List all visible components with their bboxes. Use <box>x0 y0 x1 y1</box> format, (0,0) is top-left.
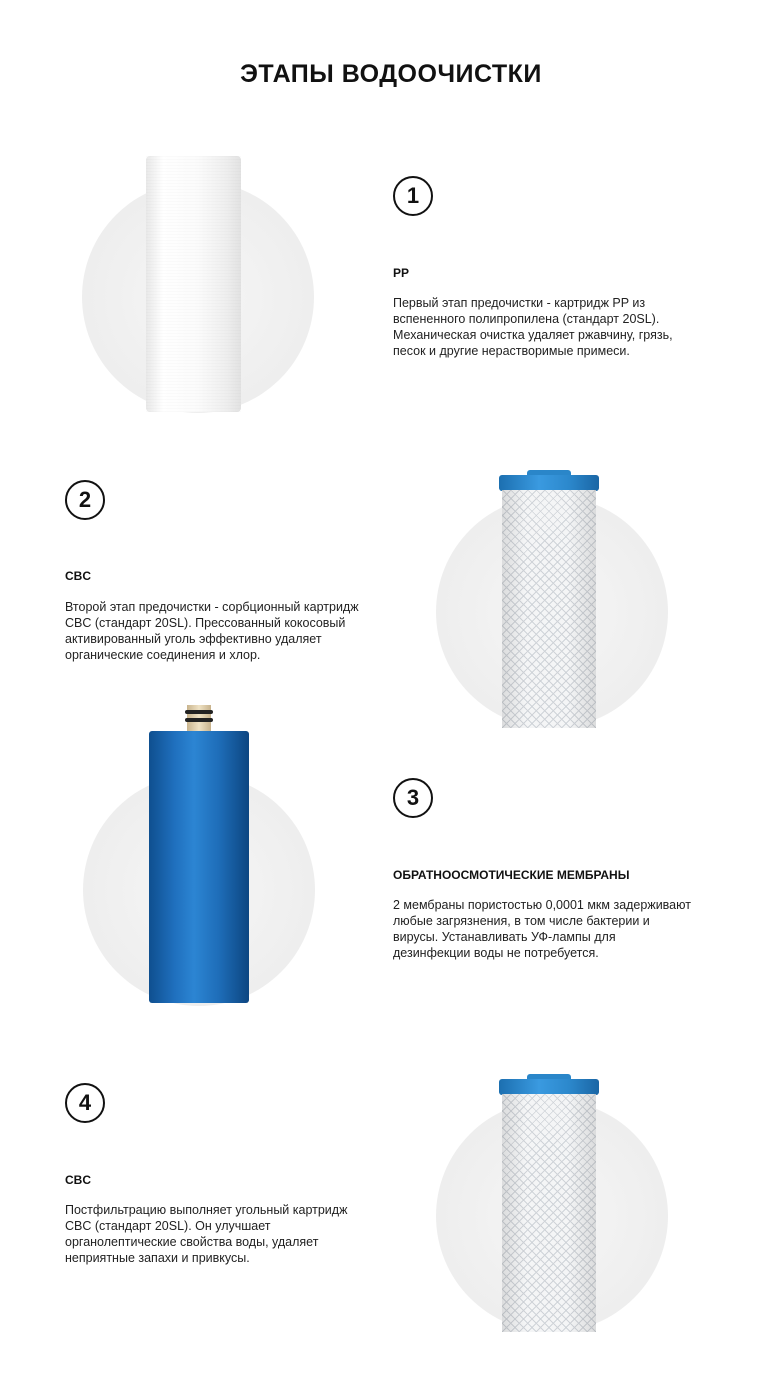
membrane-fitting <box>187 705 211 733</box>
stage-number-badge: 4 <box>65 1083 105 1123</box>
pp-cartridge-image <box>146 156 241 412</box>
stage-number-badge: 3 <box>393 778 433 818</box>
page-title: ЭТАПЫ ВОДООЧИСТКИ <box>240 60 542 88</box>
membrane-body <box>149 731 249 1003</box>
stage-name: CBC <box>65 1173 91 1187</box>
stage-description: 2 мембраны пористостью 0,0001 мкм задерживают любые загрязнения, в том числе бактерии и вирусы. Устанавливать УФ-лампы для дезинфекции воды не потребуется. <box>393 898 691 960</box>
cbc-cartridge-image <box>499 470 599 728</box>
cartridge-cap <box>499 1079 599 1095</box>
stage-name: PP <box>393 266 410 280</box>
ro-membrane-image <box>149 705 249 1005</box>
stage-description: Постфильтрацию выполняет угольный картридж CBC (стандарт 20SL). Он улучшает органолептические свойства воды, удаляет неприятные запахи и привкусы. <box>65 1203 348 1265</box>
stage-name: CBC <box>65 569 91 583</box>
cartridge-body <box>502 490 596 728</box>
membrane-o-ring <box>185 718 213 722</box>
membrane-o-ring <box>185 710 213 714</box>
stage-number-badge: 2 <box>65 480 105 520</box>
stage-description: Второй этап предочистки - сорбционный картридж CBC (стандарт 20SL). Прессованный кокосовый активированный уголь эффективно удаляет органические соединения и хлор. <box>65 600 359 662</box>
cartridge-cap <box>499 475 599 491</box>
stage-description: Первый этап предочистки - картридж PP из вспененного полипропилена (стандарт 20SL). Механическая очистка удаляет ржавчину, грязь, песок и другие нерастворимые примеси. <box>393 296 673 358</box>
cbc-cartridge-image <box>499 1074 599 1332</box>
cartridge-body <box>502 1094 596 1332</box>
stage-number-badge: 1 <box>393 176 433 216</box>
stage-name: ОБРАТНООСМОТИЧЕСКИЕ МЕМБРАНЫ <box>393 868 630 882</box>
